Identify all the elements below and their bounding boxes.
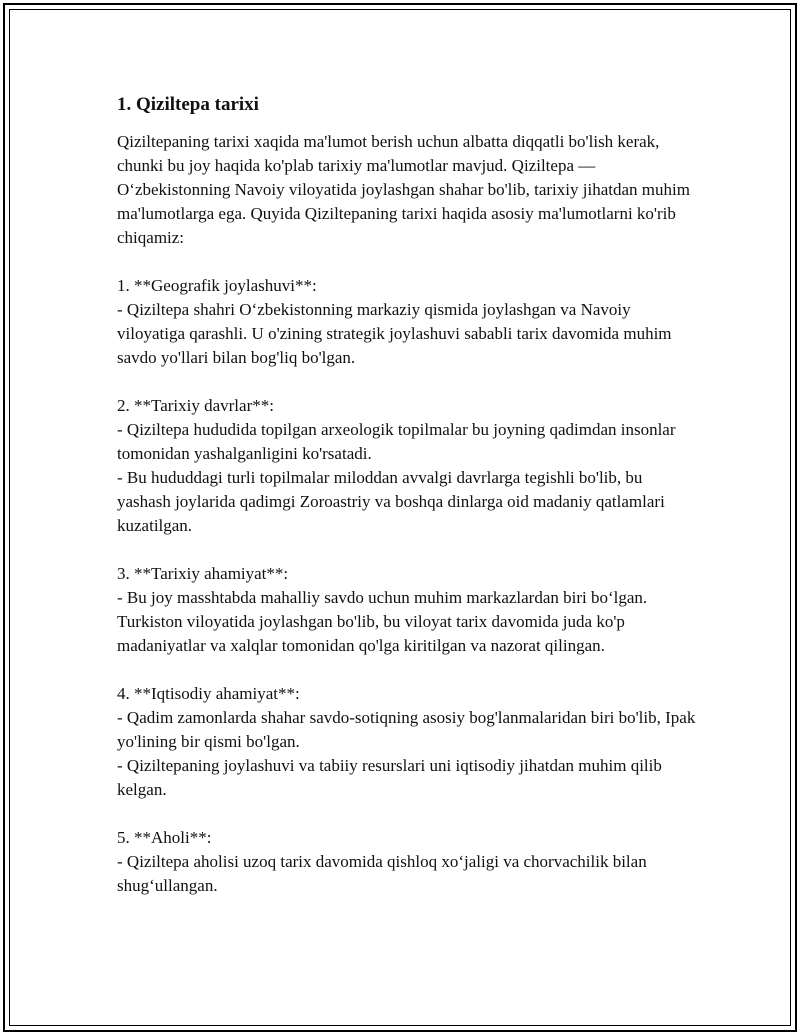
section-tarixiy-ahamiyat [117, 562, 697, 658]
section-bullet: - Bu hududdagi turli topilmalar miloddan avvalgi davrlarga tegishli bo'lib, bu yashash joylarida qadimgi Zoroastriy va boshqa dinlarga oid madaniy qatlamlari kuzatilgan. [117, 468, 665, 535]
section-geografik-joylashuvi [117, 274, 697, 370]
section-bullet: - Qiziltepa aholisi uzoq tarix davomida qishloq xo‘jaligi va chorvachilik bilan shug‘ullangan. [117, 852, 647, 895]
document-title: 1. Qiziltepa tarixi [117, 94, 259, 115]
section-heading: 5. **Aholi**: [117, 828, 212, 847]
document-body [117, 92, 697, 922]
section-heading: 4. **Iqtisodiy ahamiyat**: [117, 684, 300, 703]
section-bullet: - Qiziltepa shahri O‘zbekistonning markaziy qismida joylashgan va Navoiy viloyatiga qarashli. U o'zining strategik joylashuvi sababli tarix davomida muhim savdo yo'llari bilan bog'liq bo'lgan. [117, 300, 672, 367]
section-heading: 1. **Geografik joylashuvi**: [117, 276, 317, 295]
section-bullet: - Qiziltepaning joylashuvi va tabiiy resurslari uni iqtisodiy jihatdan muhim qilib kelgan. [117, 756, 662, 799]
section-heading: 2. **Tarixiy davrlar**: [117, 396, 274, 415]
section-bullet: - Qadim zamonlarda shahar savdo-sotiqning asosiy bog'lanmalaridan biri bo'lib, Ipak yo'lining bir qismi bo'lgan. [117, 708, 696, 751]
intro-paragraph: Qiziltepaning tarixi xaqida ma'lumot berish uchun albatta diqqatli bo'lish kerak, chunki bu joy haqida ko'plab tarixiy ma'lumotlar mavjud. Qiziltepa — O‘zbekistonning Navoiy viloyatida joylashgan shahar bo'lib, tarixiy jihatdan muhim ma'lumotlarga ega. Quyida Qiziltepaning tarixi haqida asosiy ma'lumotlarni ko'rib chiqamiz: [117, 132, 690, 247]
section-tarixiy-davrlar [117, 394, 697, 538]
section-heading: 3. **Tarixiy ahamiyat**: [117, 564, 289, 583]
section-bullet: - Qiziltepa hududida topilgan arxeologik topilmalar bu joyning qadimdan insonlar tomonidan yashalganligini ko'rsatadi. [117, 420, 676, 463]
section-iqtisodiy-ahamiyat [117, 682, 697, 802]
section-aholi [117, 826, 697, 898]
section-bullet: - Bu joy masshtabda mahalliy savdo uchun muhim markazlardan biri bo‘lgan. Turkiston viloyatida joylashgan bo'lib, bu viloyat tarix davomida juda ko'p madaniyatlar va xalqlar tomonidan qo'lga kiritilgan va nazorat qilingan. [117, 588, 648, 655]
